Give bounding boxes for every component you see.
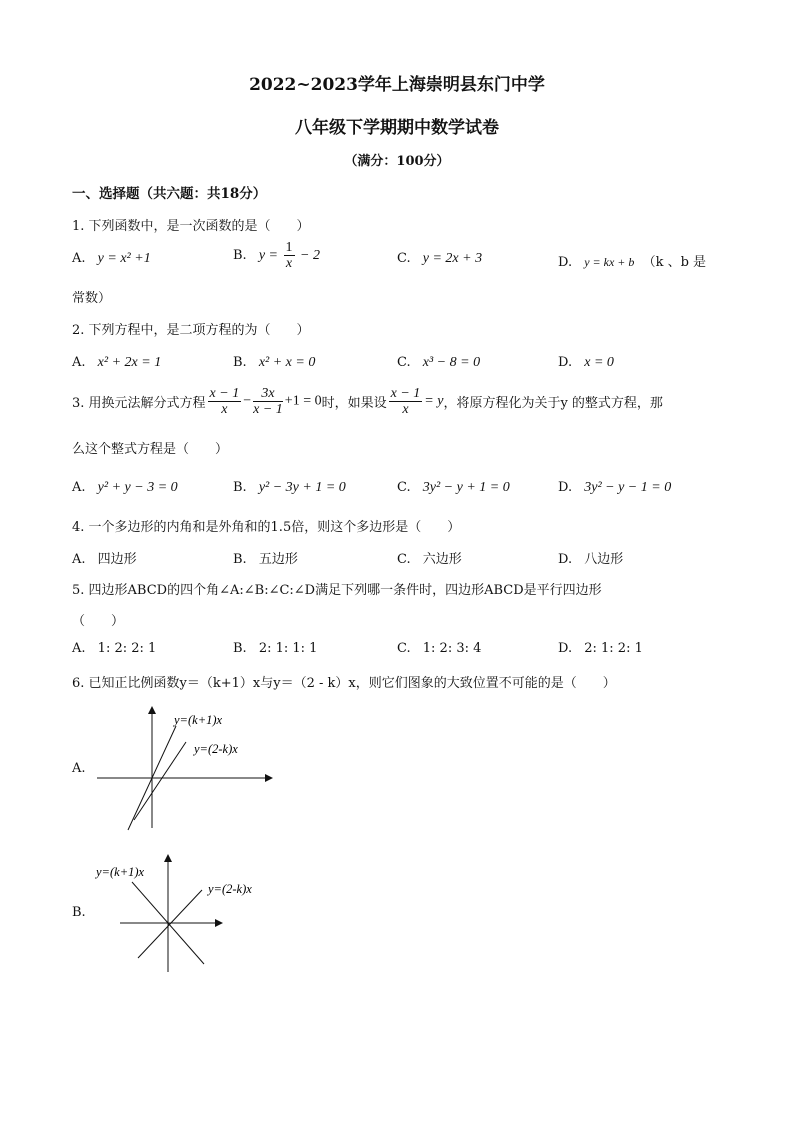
score-note: （满分：100分）: [344, 154, 450, 169]
q1-option-d-continued: 常数）: [72, 291, 112, 306]
q6-option-b-graph: [90, 850, 280, 975]
option-text: x = 0: [584, 355, 614, 370]
option-text: y² + y − 3 = 0: [97, 480, 178, 495]
x-axis-arrow: [215, 919, 223, 927]
option-label: C.: [397, 355, 411, 370]
equation-tail: +1 = 0: [284, 393, 322, 409]
y-axis-arrow: [164, 854, 172, 862]
q5-option-a: [72, 641, 156, 656]
fraction: [253, 386, 283, 417]
option-text: 五边形: [258, 552, 298, 567]
option-text: y = kx + b: [584, 255, 635, 269]
option-text: x² + 2x = 1: [97, 355, 162, 370]
q1-option-d: [558, 251, 706, 270]
q5-option-c: [397, 641, 481, 656]
option-text: y = x² +1: [97, 251, 151, 266]
q3-option-b: [233, 480, 346, 496]
fraction-denominator: x − 1: [253, 402, 283, 417]
option-label: B.: [233, 641, 247, 656]
fraction-numerator: x − 1: [209, 386, 240, 401]
equals-y: = y: [424, 393, 444, 409]
section-heading: 一、选择题（共六题：共18分）: [72, 186, 267, 202]
q4-stem: 4. 一个多边形的内角和是外角和的1.5倍，则这个多边形是（ ）: [72, 520, 461, 535]
q6-option-b-label: B.: [72, 905, 86, 920]
option-text: 3y² − y − 1 = 0: [584, 480, 672, 495]
q1-stem: 1. 下列函数中，是一次函数的是（ ）: [72, 219, 310, 234]
option-text: x² + x = 0: [258, 355, 316, 370]
q3-option-d: [558, 480, 671, 496]
q5-option-b: [233, 641, 317, 656]
fraction: [389, 386, 423, 417]
q1-option-b: [233, 240, 320, 271]
fraction-numerator: 1: [285, 240, 293, 255]
option-text: 1: 2: 3: 4: [422, 641, 482, 656]
option-label: C.: [397, 552, 411, 567]
q3-stem-prefix: 3. 用换元法解分式方程: [72, 396, 206, 411]
option-text: 八边形: [584, 552, 624, 567]
exam-subtitle: 八年级下学期期中数学试卷: [295, 118, 499, 138]
q2-stem: 2. 下列方程中，是二项方程的为（ ）: [72, 323, 310, 338]
option-label: D.: [558, 552, 573, 567]
option-note: （k 、b 是: [642, 255, 707, 270]
option-text: 四边形: [97, 552, 137, 567]
option-label: A.: [72, 641, 86, 656]
q2-option-a: [72, 355, 161, 371]
fraction-denominator: x: [402, 402, 409, 417]
option-label: B.: [233, 248, 247, 263]
y-axis-arrow: [148, 706, 156, 714]
fraction: [208, 386, 242, 417]
q6-option-a-label: A.: [72, 761, 86, 776]
q1-option-a: [72, 251, 151, 267]
fraction-numerator: 3x: [253, 386, 283, 402]
q2-option-d: [558, 355, 614, 371]
option-text: 2: 1: 2: 1: [584, 641, 643, 656]
option-label: A.: [72, 552, 86, 567]
q4-option-d: [558, 548, 623, 567]
fraction-denominator: x: [221, 402, 228, 417]
q3-stem-line2: 么这个整式方程是（ ）: [72, 442, 229, 457]
option-label: C.: [397, 641, 411, 656]
q5-stem: 5. 四边形ABCD的四个角∠A:∠B:∠C:∠D满足下列哪一条件时，四边形ABCD是平行四边形: [72, 583, 602, 598]
x-axis-arrow: [265, 774, 273, 782]
q6-stem: 6. 已知正比例函数y＝（k+1）x与y＝（2 - k）x，则它们图象的大致位置不可能的是（ ）: [72, 676, 616, 691]
line-2-minus-k: [134, 742, 186, 820]
option-label: D.: [558, 255, 573, 270]
q1-option-c: [397, 251, 482, 267]
option-label: B.: [233, 480, 247, 495]
fraction-numerator: x − 1: [390, 386, 421, 401]
graph-label-k-plus-1: y=(k+1)x: [96, 865, 145, 879]
q3-option-a: [72, 480, 178, 496]
q5-paren: （ ）: [72, 614, 125, 629]
option-label: D.: [558, 480, 573, 495]
q4-option-b: [233, 548, 298, 567]
option-label: D.: [558, 355, 573, 370]
option-label: A.: [72, 480, 86, 495]
option-label: A.: [72, 355, 86, 370]
option-label: B.: [233, 355, 247, 370]
q2-option-c: [397, 355, 480, 371]
exam-title: 2022~2023学年上海崇明县东门中学: [249, 75, 545, 95]
option-text: y² − 3y + 1 = 0: [258, 480, 346, 495]
option-text: 1: 2: 2: 1: [97, 641, 157, 656]
fraction-denominator: x: [285, 256, 293, 271]
graph-label-2-minus-k: y=(2-k)x: [208, 882, 252, 896]
q2-option-b: [233, 355, 315, 371]
option-text: x³ − 8 = 0: [422, 355, 481, 370]
option-text-prefix: y =: [258, 248, 282, 263]
q4-option-c: [397, 548, 462, 567]
option-text: 2: 1: 1: 1: [258, 641, 318, 656]
option-text: y = 2x + 3: [422, 251, 483, 266]
option-label: C.: [397, 251, 411, 266]
q3-stem-middle: 时，如果设: [321, 396, 387, 411]
option-text-suffix: − 2: [296, 248, 320, 263]
q3-stem-suffix: ，将原方程化为关于y 的整式方程，那: [443, 396, 663, 411]
option-label: C.: [397, 480, 411, 495]
graph-label-k-plus-1: y=(k+1)x: [174, 713, 223, 727]
graph-label-2-minus-k: y=(2-k)x: [194, 742, 238, 756]
q5-option-d: [558, 641, 643, 656]
fraction: [284, 240, 295, 271]
option-label: A.: [72, 251, 86, 266]
q3-stem: [72, 386, 663, 417]
q6-option-a-graph: [90, 702, 280, 832]
option-text: 六边形: [422, 552, 462, 567]
q4-option-a: [72, 548, 137, 567]
option-label: B.: [233, 552, 247, 567]
q3-option-c: [397, 480, 510, 496]
minus-sign: −: [243, 393, 252, 409]
option-text: 3y² − y + 1 = 0: [422, 480, 510, 495]
option-label: D.: [558, 641, 573, 656]
